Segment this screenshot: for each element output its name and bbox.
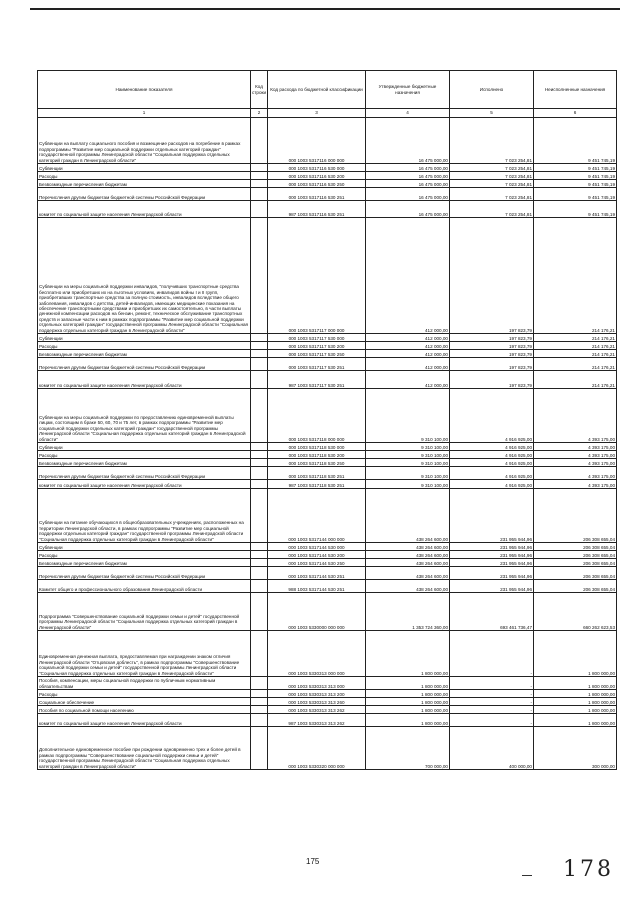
cell-code — [251, 118, 268, 164]
cell-code — [251, 172, 268, 180]
cell-kbk: 000 1003 5317117 530 251 — [268, 358, 366, 371]
cell-kbk: 000 1003 5317116 530 251 — [268, 188, 366, 201]
cell-code — [251, 389, 268, 443]
cell-code — [251, 358, 268, 371]
cell-left: 206 308 655,04 — [534, 543, 617, 551]
cell-done: 7 023 254,81 — [450, 201, 534, 218]
cell-kbk: 000 1003 5317144 530 251 — [268, 567, 366, 580]
cell-code — [251, 459, 268, 467]
header-unexecuted: Неисполненные назначения — [534, 71, 617, 109]
cell-code — [251, 334, 268, 342]
table-row — [38, 118, 617, 164]
cell-left: 4 393 175,00 — [534, 459, 617, 467]
cell-left: 214 176,21 — [534, 350, 617, 358]
table-row — [38, 371, 617, 389]
cell-kbk: 000 1003 5317117 530 200 — [268, 342, 366, 350]
cell-code — [251, 164, 268, 172]
cell-kbk: 000 1003 5317116 530 200 — [268, 172, 366, 180]
cell-kbk: 000 1003 5330000 000 000 — [268, 593, 366, 631]
cell-approved: 412 000,00 — [366, 371, 450, 389]
cell-name: Безвозмездные перечисления бюджетам — [38, 459, 251, 467]
cell-approved: 438 264 600,00 — [366, 580, 450, 593]
cell-approved: 700 000,00 — [366, 727, 450, 770]
cell-done: 197 823,79 — [450, 342, 534, 350]
cell-done: 7 023 254,81 — [450, 118, 534, 164]
cell-left: 1 800 000,00 — [534, 690, 617, 698]
table-row — [38, 631, 617, 677]
cell-done: 197 823,79 — [450, 334, 534, 342]
cell-kbk: 000 1003 5317118 530 251 — [268, 467, 366, 480]
cell-code — [251, 188, 268, 201]
cell-name: Субвенции — [38, 164, 251, 172]
page-number: 175 — [306, 857, 320, 866]
table-row — [38, 389, 617, 443]
cell-code — [251, 706, 268, 714]
cell-code — [251, 690, 268, 698]
cell-left: 214 176,21 — [534, 218, 617, 334]
table-row — [38, 714, 617, 727]
cell-kbk: 000 1003 5317117 000 000 — [268, 218, 366, 334]
table-row — [38, 350, 617, 358]
cell-code — [251, 593, 268, 631]
cell-name: комитет по социальной защите населения Ленинградской области — [38, 714, 251, 727]
cell-kbk: 000 1003 5317144 530 000 — [268, 543, 366, 551]
cell-name: Комитет общего и профессионального образования Ленинградской области — [38, 580, 251, 593]
table-row — [38, 443, 617, 451]
cell-left: 206 308 655,04 — [534, 567, 617, 580]
cell-name: Дополнительное единовременное пособие при рождении одновременно трех и более детей в рамках подпрограммы "Совершенствование социальной поддержки семьи и детей" государственной программы Ленинградской области "Социальная поддержка отдельных категорий граждан в Ленинградской области" — [38, 727, 251, 770]
cell-done: 231 955 944,96 — [450, 551, 534, 559]
cell-name: комитет по социальной защите населения Ленинградской области — [38, 201, 251, 218]
budget-execution-table — [37, 70, 617, 770]
cell-name: Безвозмездные перечисления бюджетам — [38, 559, 251, 567]
col-number: 1 — [38, 109, 251, 118]
col-number: 6 — [534, 109, 617, 118]
table-row — [38, 334, 617, 342]
cell-code — [251, 559, 268, 567]
cell-kbk: 987 1003 5317118 530 251 — [268, 480, 366, 489]
cell-approved: 16 475 000,00 — [366, 188, 450, 201]
cell-kbk: 000 1003 5330320 000 000 — [268, 727, 366, 770]
cell-kbk: 000 1003 5330313 000 000 — [268, 631, 366, 677]
cell-done: 197 823,79 — [450, 350, 534, 358]
cell-kbk: 987 1003 5317117 530 251 — [268, 371, 366, 389]
table-row — [38, 580, 617, 593]
cell-name: Расходы — [38, 172, 251, 180]
table-row — [38, 342, 617, 350]
cell-code — [251, 677, 268, 690]
table-row — [38, 480, 617, 489]
cell-approved: 412 000,00 — [366, 342, 450, 350]
table-row — [38, 567, 617, 580]
cell-left: 206 308 655,04 — [534, 559, 617, 567]
cell-name: Перечисления другим бюджетам бюджетной системы Российской Федерации — [38, 358, 251, 371]
table-row — [38, 459, 617, 467]
cell-code — [251, 631, 268, 677]
cell-name: Субвенции на питание обучающихся в общеобразовательных учреждениях, расположенных на территории Ленинградской области, в рамках подпрограммы "Развитие мер социальной поддержки отдельных категорий граждан" государственной программы Ленинградской области "Социальная поддержка отдельных категорий граждан в Ленинградской области" — [38, 489, 251, 543]
cell-name: Социальное обеспечение — [38, 698, 251, 706]
cell-name: Пособия, компенсации, меры социальной поддержки по публичным нормативным обязательствам — [38, 677, 251, 690]
col-number: 4 — [366, 109, 450, 118]
cell-code — [251, 698, 268, 706]
cell-name: Перечисления другим бюджетам бюджетной системы Российской Федерации — [38, 188, 251, 201]
table-row — [38, 690, 617, 698]
header-executed: Исполнено — [450, 71, 534, 109]
table-row — [38, 593, 617, 631]
cell-done: - — [450, 677, 534, 690]
cell-approved: 438 264 600,00 — [366, 543, 450, 551]
cell-left: 1 800 000,00 — [534, 714, 617, 727]
cell-kbk: 000 1003 5317144 530 250 — [268, 559, 366, 567]
cell-left: 214 176,21 — [534, 342, 617, 350]
column-number-row — [38, 109, 617, 118]
cell-done: 4 916 925,00 — [450, 459, 534, 467]
cell-name: Расходы — [38, 342, 251, 350]
cell-kbk: 988 1003 5317144 530 251 — [268, 580, 366, 593]
cell-code — [251, 714, 268, 727]
table-row — [38, 559, 617, 567]
cell-code — [251, 480, 268, 489]
cell-name: Единовременная денежная выплата, предоставляемая при награждении знаком отличия Ленинградской области "Отцовская доблесть", в рамках подпрограммы "Совершенствование социальной поддержки семьи и детей" государственной программы Ленинградской области "Социальная поддержка отдельных категорий граждан в Ленинградской области" — [38, 631, 251, 677]
cell-approved: 412 000,00 — [366, 218, 450, 334]
cell-approved: 9 310 100,00 — [366, 389, 450, 443]
cell-done: 231 955 944,96 — [450, 559, 534, 567]
cell-left: 206 308 655,04 — [534, 551, 617, 559]
table-row — [38, 451, 617, 459]
cell-name: комитет по социальной защите населения Ленинградской области — [38, 371, 251, 389]
cell-kbk: 000 1003 5317118 530 250 — [268, 459, 366, 467]
cell-approved: 412 000,00 — [366, 350, 450, 358]
cell-left: 1 800 000,00 — [534, 677, 617, 690]
cell-name: Субвенции — [38, 543, 251, 551]
header-line-code: Код строки — [251, 71, 268, 109]
table-body — [38, 118, 617, 770]
cell-left: 9 451 745,19 — [534, 180, 617, 188]
cell-done: 7 023 254,81 — [450, 164, 534, 172]
cell-code — [251, 580, 268, 593]
cell-done: 4 916 925,00 — [450, 451, 534, 459]
cell-left: 206 308 655,04 — [534, 489, 617, 543]
handwritten-dash — [522, 875, 532, 876]
cell-kbk: 000 1003 5317116 530 250 — [268, 180, 366, 188]
cell-name: Субвенции на меры социальной поддержки по предоставлению единовременной выплаты лицам, состоящим в браке 50, 60, 70 и 75 лет, в рамках подпрограммы "Развитие мер социальной поддержки отдельных категорий граждан" государственной программы Ленинградской области "Социальная поддержка отдельных категорий граждан в Ленинградской области" — [38, 389, 251, 443]
cell-name: Перечисления другим бюджетам бюджетной системы Российской Федерации — [38, 467, 251, 480]
cell-name: Расходы — [38, 690, 251, 698]
cell-done: 231 955 944,96 — [450, 580, 534, 593]
cell-left: 206 308 655,04 — [534, 580, 617, 593]
table-row — [38, 551, 617, 559]
cell-left: 1 800 000,00 — [534, 706, 617, 714]
handwritten-page-number: 178 — [563, 857, 614, 882]
cell-approved: 438 264 600,00 — [366, 551, 450, 559]
cell-approved: 1 800 000,00 — [366, 698, 450, 706]
table-row — [38, 188, 617, 201]
table-row — [38, 164, 617, 172]
cell-code — [251, 567, 268, 580]
cell-kbk: 000 1003 5317117 530 000 — [268, 334, 366, 342]
cell-name: Подпрограмма "Совершенствование социальной поддержки семьи и детей" государственной программы Ленинградской области "Социальная поддержка отдельных категорий граждан в Ленинградской области" — [38, 593, 251, 631]
cell-left: 214 176,21 — [534, 371, 617, 389]
cell-approved: 16 475 000,00 — [366, 164, 450, 172]
cell-name: Перечисления другим бюджетам бюджетной системы Российской Федерации — [38, 567, 251, 580]
cell-kbk: 000 1003 5317144 000 000 — [268, 489, 366, 543]
col-number: 3 — [268, 109, 366, 118]
cell-code — [251, 727, 268, 770]
table-row — [38, 706, 617, 714]
cell-code — [251, 551, 268, 559]
cell-approved: 1 800 000,00 — [366, 677, 450, 690]
cell-kbk: 000 1003 5317117 530 250 — [268, 350, 366, 358]
top-rule — [30, 8, 620, 10]
cell-approved: 412 000,00 — [366, 334, 450, 342]
cell-approved: 16 475 000,00 — [366, 172, 450, 180]
cell-name: Расходы — [38, 551, 251, 559]
cell-done: 197 823,79 — [450, 358, 534, 371]
cell-kbk: 000 1003 5330313 313 262 — [268, 706, 366, 714]
cell-approved: 1 800 000,00 — [366, 690, 450, 698]
cell-left: 4 393 175,00 — [534, 480, 617, 489]
cell-done: 4 916 925,00 — [450, 467, 534, 480]
cell-left: 1 800 000,00 — [534, 698, 617, 706]
table-row — [38, 218, 617, 334]
cell-name: Субвенции на меры социальной поддержки инвалидов, "получивших транспортные средства бесплатно или приобретших их на льготных условиях, инвалидов войны I и II групп, приобретавших транспортные средства за полную стоимость, инвалидов вследствие общего заболевания, инвалидов с детства, детей-инвалидов, имеющих медицинские показания на обеспечение транспортными средствами и приобретших их самостоятельно, в части выплаты денежной компенсации расходов на бензин, ремонт, техническое обслуживание транспортных средств и запасные части к ним в рамках подпрограммы "Развитие мер социальной поддержки отдельных категорий граждан" государственной программы Ленинградской области "Социальная поддержка отдельных категорий граждан в Ленинградской области" — [38, 218, 251, 334]
cell-left: 9 451 745,19 — [534, 188, 617, 201]
table-row — [38, 677, 617, 690]
cell-done: - — [450, 706, 534, 714]
cell-left: 300 000,00 — [534, 727, 617, 770]
cell-name: Безвозмездные перечисления бюджетам — [38, 350, 251, 358]
cell-approved: 1 353 724 360,00 — [366, 593, 450, 631]
cell-left: 4 393 175,00 — [534, 451, 617, 459]
cell-code — [251, 350, 268, 358]
cell-code — [251, 218, 268, 334]
cell-name: Субвенции — [38, 334, 251, 342]
cell-done: 231 955 944,96 — [450, 489, 534, 543]
cell-name: Безвозмездные перечисления бюджетам — [38, 180, 251, 188]
cell-left: 4 393 175,00 — [534, 443, 617, 451]
cell-kbk: 000 1003 5317116 000 000 — [268, 118, 366, 164]
cell-name: комитет по социальной защите населения Ленинградской области — [38, 480, 251, 489]
table-row — [38, 727, 617, 770]
cell-name: Субвенции — [38, 443, 251, 451]
cell-kbk: 000 1003 5330313 313 260 — [268, 698, 366, 706]
cell-code — [251, 180, 268, 188]
cell-approved: 1 800 000,00 — [366, 706, 450, 714]
cell-name: Расходы — [38, 451, 251, 459]
cell-done: 7 023 254,81 — [450, 188, 534, 201]
cell-done: - — [450, 690, 534, 698]
cell-left: 1 800 000,00 — [534, 631, 617, 677]
cell-done: 7 023 254,81 — [450, 180, 534, 188]
cell-code — [251, 489, 268, 543]
col-number: 2 — [251, 109, 268, 118]
header-row — [38, 71, 617, 109]
cell-approved: 1 800 000,00 — [366, 714, 450, 727]
cell-done: - — [450, 698, 534, 706]
cell-approved: 9 310 100,00 — [366, 480, 450, 489]
header-kbk: Код расхода по бюджетной классификации — [268, 71, 366, 109]
cell-left: 214 176,21 — [534, 358, 617, 371]
cell-approved: 412 000,00 — [366, 358, 450, 371]
cell-done: 197 823,79 — [450, 371, 534, 389]
cell-code — [251, 342, 268, 350]
col-number: 5 — [450, 109, 534, 118]
cell-kbk: 000 1003 5317116 530 000 — [268, 164, 366, 172]
cell-done: 197 823,79 — [450, 218, 534, 334]
table-row — [38, 467, 617, 480]
cell-approved: 9 310 100,00 — [366, 467, 450, 480]
cell-approved: 16 475 000,00 — [366, 118, 450, 164]
table-row — [38, 358, 617, 371]
cell-kbk: 000 1003 5330313 313 200 — [268, 690, 366, 698]
cell-name: Субвенции на выплату социального пособия и возмещение расходов на погребение в рамках подпрограммы "Развитие мер социальной поддержки отдельных категорий граждан" государственной программы Ленинградской области "Социальная поддержка отдельных категорий граждан в Ленинградской области" — [38, 118, 251, 164]
cell-code — [251, 467, 268, 480]
cell-approved: 16 475 000,00 — [366, 180, 450, 188]
cell-approved: 9 310 100,00 — [366, 459, 450, 467]
cell-name: Пособия по социальной помощи населению — [38, 706, 251, 714]
cell-code — [251, 371, 268, 389]
cell-approved: 16 475 000,00 — [366, 201, 450, 218]
cell-kbk: 987 1003 5330313 313 262 — [268, 714, 366, 727]
cell-done: - — [450, 714, 534, 727]
cell-kbk: 000 1003 5317118 000 000 — [268, 389, 366, 443]
cell-code — [251, 201, 268, 218]
cell-done: 4 916 925,00 — [450, 443, 534, 451]
cell-done: 400 000,00 — [450, 727, 534, 770]
cell-done: - — [450, 631, 534, 677]
cell-approved: 9 310 100,00 — [366, 451, 450, 459]
cell-kbk: 000 1003 5317144 530 200 — [268, 551, 366, 559]
cell-kbk: 000 1003 5317118 530 000 — [268, 443, 366, 451]
cell-left: 214 176,21 — [534, 334, 617, 342]
header-name: Наименование показателя — [38, 71, 251, 109]
table-row — [38, 180, 617, 188]
cell-left: 4 393 175,00 — [534, 389, 617, 443]
cell-left: 9 451 745,19 — [534, 201, 617, 218]
cell-done: 7 023 254,81 — [450, 172, 534, 180]
table-row — [38, 172, 617, 180]
cell-done: 4 916 925,00 — [450, 389, 534, 443]
cell-approved: 438 264 600,00 — [366, 567, 450, 580]
table-row — [38, 543, 617, 551]
cell-kbk: 000 1003 5330313 313 000 — [268, 677, 366, 690]
cell-done: 4 916 925,00 — [450, 480, 534, 489]
table-row — [38, 698, 617, 706]
cell-done: 231 955 944,96 — [450, 567, 534, 580]
cell-left: 4 393 175,00 — [534, 467, 617, 480]
cell-approved: 438 264 600,00 — [366, 559, 450, 567]
cell-kbk: 987 1003 5317116 530 251 — [268, 201, 366, 218]
cell-done: 693 461 736,47 — [450, 593, 534, 631]
cell-kbk: 000 1003 5317118 530 200 — [268, 451, 366, 459]
cell-approved: 9 310 100,00 — [366, 443, 450, 451]
cell-left: 660 262 623,53 — [534, 593, 617, 631]
cell-approved: 438 264 600,00 — [366, 489, 450, 543]
cell-done: 231 955 944,96 — [450, 543, 534, 551]
table-row — [38, 489, 617, 543]
cell-left: 9 451 745,19 — [534, 118, 617, 164]
cell-left: 9 451 745,19 — [534, 172, 617, 180]
cell-left: 9 451 745,19 — [534, 164, 617, 172]
header-approved: Утвержденные бюджетные назначения — [366, 71, 450, 109]
cell-code — [251, 543, 268, 551]
table-row — [38, 201, 617, 218]
cell-code — [251, 443, 268, 451]
cell-approved: 1 800 000,00 — [366, 631, 450, 677]
cell-code — [251, 451, 268, 459]
